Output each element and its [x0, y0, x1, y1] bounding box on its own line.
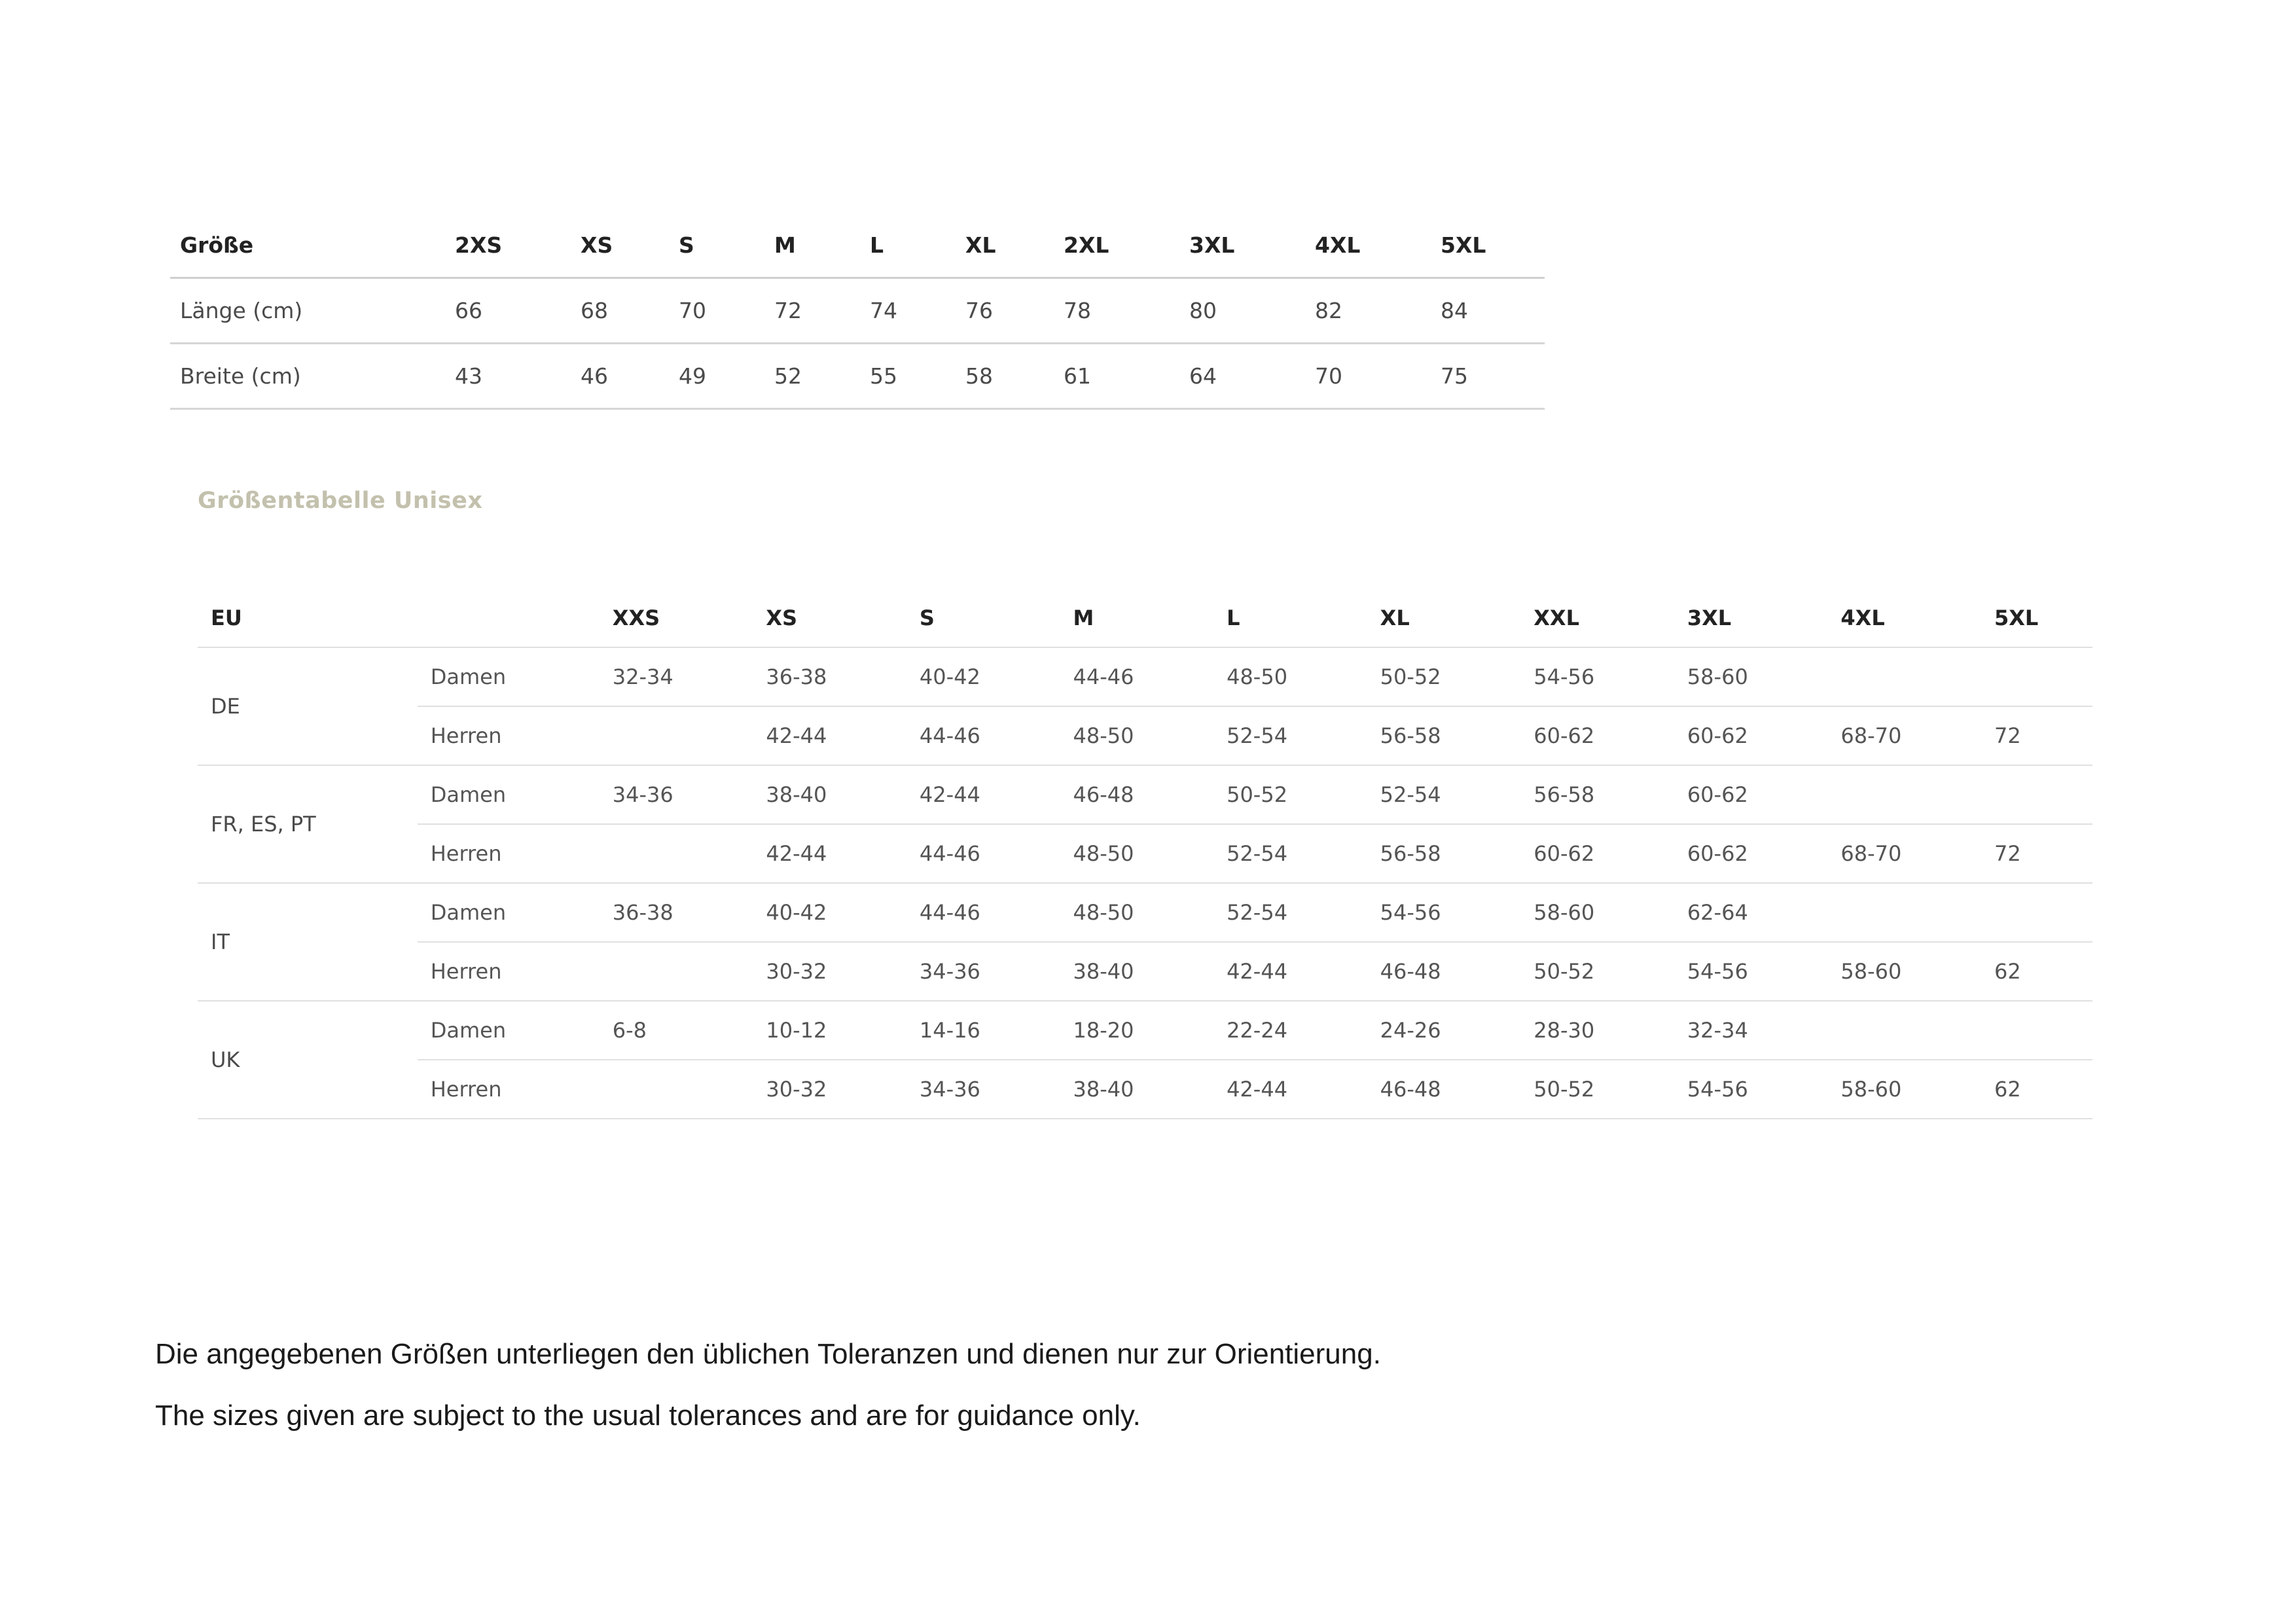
size-cell: 32-34: [600, 647, 753, 706]
size-cell: 62: [1981, 1060, 2092, 1119]
size-column-header: 4XL: [1827, 589, 1981, 647]
measure-cell: 46: [571, 344, 669, 409]
size-cell: 30-32: [753, 942, 906, 1001]
size-cell: [600, 942, 753, 1001]
measure-cell: 84: [1431, 278, 1545, 344]
measure-cell: 61: [1054, 344, 1179, 409]
size-cell: [600, 1060, 753, 1119]
size-column-header: 3XL: [1179, 213, 1305, 278]
size-cell: 42-44: [753, 824, 906, 883]
gender-label: Damen: [418, 647, 600, 706]
size-cell: 52-54: [1213, 706, 1367, 765]
gender-label: Damen: [418, 1001, 600, 1060]
size-cell: 24-26: [1367, 1001, 1521, 1060]
size-cell: 18-20: [1060, 1001, 1214, 1060]
size-cell: 48-50: [1060, 824, 1214, 883]
gender-label: Herren: [418, 706, 600, 765]
size-column-header: M: [764, 213, 860, 278]
size-cell: 40-42: [753, 883, 906, 942]
size-cell: 60-62: [1520, 706, 1674, 765]
size-cell: 46-48: [1367, 942, 1521, 1001]
size-cell: 68-70: [1827, 706, 1981, 765]
size-cell: [1981, 1001, 2092, 1060]
size-cell: 44-46: [906, 706, 1060, 765]
size-cell: 62-64: [1674, 883, 1828, 942]
size-column-header: M: [1060, 589, 1214, 647]
measure-cell: 70: [1305, 344, 1431, 409]
size-cell: 60-62: [1674, 706, 1828, 765]
region-header: EU: [198, 589, 418, 647]
size-cell: 48-50: [1213, 647, 1367, 706]
measure-cell: 58: [956, 344, 1054, 409]
gender-label: Damen: [418, 883, 600, 942]
size-cell: 58-60: [1520, 883, 1674, 942]
size-cell: 34-36: [906, 942, 1060, 1001]
size-cell: 54-56: [1367, 883, 1521, 942]
size-cell: 38-40: [1060, 942, 1214, 1001]
measure-cell: 74: [860, 278, 956, 344]
size-cell: 32-34: [1674, 1001, 1828, 1060]
row-label: Breite (cm): [170, 344, 445, 409]
size-cell: 54-56: [1520, 647, 1674, 706]
size-column-header: 4XL: [1305, 213, 1431, 278]
size-cell: [1981, 647, 2092, 706]
size-cell: [1981, 765, 2092, 824]
size-cell: [1981, 883, 2092, 942]
size-cell: 44-46: [906, 883, 1060, 942]
size-cell: 10-12: [753, 1001, 906, 1060]
size-column-header: XXS: [600, 589, 753, 647]
size-column-header: L: [860, 213, 956, 278]
size-cell: 34-36: [906, 1060, 1060, 1119]
size-cell: 44-46: [906, 824, 1060, 883]
size-cell: 60-62: [1674, 824, 1828, 883]
size-cell: 44-46: [1060, 647, 1214, 706]
disclaimer-notes: [155, 1337, 1381, 1460]
region-label: IT: [198, 883, 418, 1001]
size-cell: 54-56: [1674, 1060, 1828, 1119]
size-cell: 6-8: [600, 1001, 753, 1060]
size-column-header: XS: [753, 589, 906, 647]
size-cell: [1827, 1001, 1981, 1060]
measure-cell: 76: [956, 278, 1054, 344]
size-cell: 54-56: [1674, 942, 1828, 1001]
measure-cell: 70: [669, 278, 764, 344]
size-cell: 48-50: [1060, 706, 1214, 765]
size-cell: 42-44: [1213, 1060, 1367, 1119]
size-cell: [600, 706, 753, 765]
table-row: [198, 883, 2092, 942]
size-column-header: 2XL: [1054, 213, 1179, 278]
measure-cell: 75: [1431, 344, 1545, 409]
size-cell: 68-70: [1827, 824, 1981, 883]
size-column-header: 2XS: [445, 213, 571, 278]
size-cell: 50-52: [1520, 942, 1674, 1001]
size-column-header: XS: [571, 213, 669, 278]
table-row: [198, 1060, 2092, 1119]
size-cell: 52-54: [1213, 883, 1367, 942]
table-row: [198, 765, 2092, 824]
size-cell: 36-38: [753, 647, 906, 706]
unisex-header-row: [198, 589, 2092, 647]
size-cell: 22-24: [1213, 1001, 1367, 1060]
measure-cell: 80: [1179, 278, 1305, 344]
size-cell: 36-38: [600, 883, 753, 942]
size-header-label: Größe: [170, 213, 445, 278]
size-cell: 50-52: [1213, 765, 1367, 824]
size-cell: 50-52: [1520, 1060, 1674, 1119]
measure-cell: 72: [764, 278, 860, 344]
size-cell: 40-42: [906, 647, 1060, 706]
table-row: [198, 942, 2092, 1001]
size-cell: 58-60: [1827, 1060, 1981, 1119]
measure-cell: 43: [445, 344, 571, 409]
gender-label: Herren: [418, 942, 600, 1001]
size-column-header: S: [906, 589, 1060, 647]
size-cell: 72: [1981, 706, 2092, 765]
size-column-header: 5XL: [1431, 213, 1545, 278]
table-row: [198, 706, 2092, 765]
gender-label: Damen: [418, 765, 600, 824]
size-cell: 56-58: [1367, 824, 1521, 883]
size-cell: 62: [1981, 942, 2092, 1001]
measure-cell: 68: [571, 278, 669, 344]
size-cell: [1827, 647, 1981, 706]
region-label: FR, ES, PT: [198, 765, 418, 883]
size-cell: 34-36: [600, 765, 753, 824]
unisex-size-table: [198, 589, 2092, 1119]
measure-cell: 66: [445, 278, 571, 344]
size-cell: 50-52: [1367, 647, 1521, 706]
size-cell: [600, 824, 753, 883]
table-row: [198, 1001, 2092, 1060]
size-column-header: XL: [1367, 589, 1521, 647]
size-column-header: 5XL: [1981, 589, 2092, 647]
size-cell: [1827, 883, 1981, 942]
size-column-header: XXL: [1520, 589, 1674, 647]
size-cell: 56-58: [1367, 706, 1521, 765]
size-cell: [1827, 765, 1981, 824]
disclaimer-english: The sizes given are subject to the usual tolerances and are for guidance only.: [155, 1399, 1141, 1432]
size-cell: 52-54: [1213, 824, 1367, 883]
measure-cell: 82: [1305, 278, 1431, 344]
measure-cell: 49: [669, 344, 764, 409]
measurement-table: [170, 213, 1545, 410]
measure-cell: 78: [1054, 278, 1179, 344]
table-row: [198, 647, 2092, 706]
region-label: DE: [198, 647, 418, 765]
size-cell: 58-60: [1674, 647, 1828, 706]
size-column-header: S: [669, 213, 764, 278]
size-cell: 28-30: [1520, 1001, 1674, 1060]
size-cell: 46-48: [1367, 1060, 1521, 1119]
gender-label: Herren: [418, 824, 600, 883]
size-cell: 58-60: [1827, 942, 1981, 1001]
measure-cell: 52: [764, 344, 860, 409]
size-cell: 52-54: [1367, 765, 1521, 824]
size-cell: 48-50: [1060, 883, 1214, 942]
size-cell: 42-44: [1213, 942, 1367, 1001]
size-cell: 72: [1981, 824, 2092, 883]
size-cell: 56-58: [1520, 765, 1674, 824]
row-label: Länge (cm): [170, 278, 445, 344]
region-label: UK: [198, 1001, 418, 1119]
measure-cell: 55: [860, 344, 956, 409]
width-row: [170, 344, 1545, 409]
size-cell: 60-62: [1520, 824, 1674, 883]
size-cell: 60-62: [1674, 765, 1828, 824]
size-column-header: 3XL: [1674, 589, 1828, 647]
size-cell: 38-40: [1060, 1060, 1214, 1119]
unisex-table-title: Größentabelle Unisex: [198, 488, 483, 514]
measure-cell: 64: [1179, 344, 1305, 409]
size-cell: 30-32: [753, 1060, 906, 1119]
size-cell: 38-40: [753, 765, 906, 824]
size-cell: 46-48: [1060, 765, 1214, 824]
table-row: [198, 824, 2092, 883]
size-cell: 42-44: [906, 765, 1060, 824]
size-column-header: XL: [956, 213, 1054, 278]
gender-label: Herren: [418, 1060, 600, 1119]
size-cell: 14-16: [906, 1001, 1060, 1060]
measurement-header-row: [170, 213, 1545, 278]
disclaimer-german: Die angegebenen Größen unterliegen den üblichen Toleranzen und dienen nur zur Orientierung.: [155, 1338, 1381, 1370]
size-cell: 42-44: [753, 706, 906, 765]
gender-header: [418, 589, 600, 647]
size-column-header: L: [1213, 589, 1367, 647]
length-row: [170, 278, 1545, 344]
